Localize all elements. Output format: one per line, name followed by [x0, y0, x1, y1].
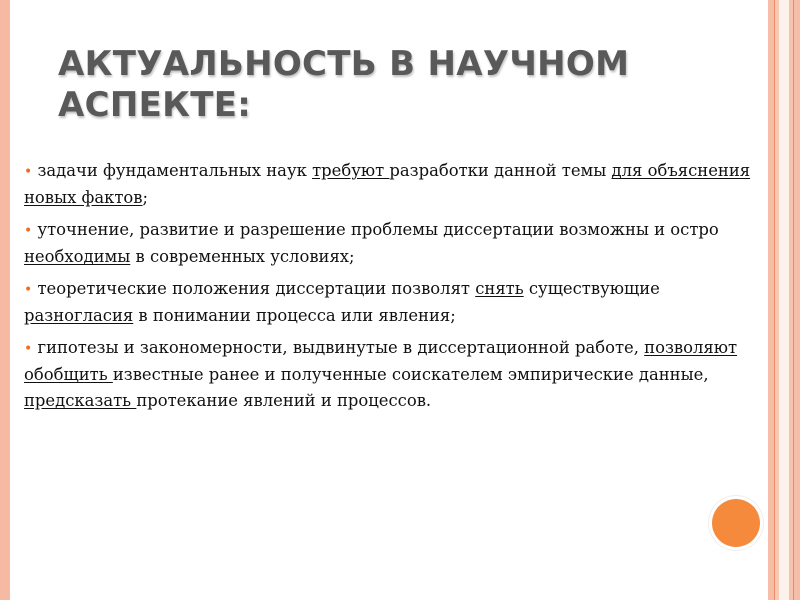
left-border-decoration — [0, 0, 10, 600]
bullet-paragraph — [24, 335, 774, 414]
underlined-text: предсказать — [24, 391, 137, 410]
paragraph-text: теоретические положения диссертации позволят — [32, 279, 476, 298]
paragraph-text: в понимании процесса или явления; — [133, 306, 456, 325]
bullet-paragraph — [24, 217, 774, 270]
paragraph-text: известные ранее и полученные соискателем эмпирические данные, — [112, 365, 709, 384]
underlined-text: требуют — [312, 161, 390, 180]
bullet-icon: • — [24, 341, 33, 357]
bullet-icon: • — [24, 282, 33, 298]
paragraph-text: уточнение, развитие и разрешение проблемы диссертации возможны и остро — [32, 220, 719, 239]
paragraph-text: ; — [142, 188, 149, 207]
paragraph-text: гипотезы и закономерности, выдвинутые в диссертационной работе, — [32, 338, 645, 357]
paragraph-text: существующие — [523, 279, 660, 298]
bullet-paragraph — [24, 158, 774, 211]
slide-body — [24, 158, 774, 414]
underlined-text: позволяют обобщить — [24, 338, 738, 384]
slide-title: АКТУАЛЬНОСТЬ В НАУЧНОМ АСПЕКТЕ: — [58, 44, 630, 125]
paragraph-text: разработки данной темы — [389, 161, 612, 180]
bullet-paragraph — [24, 276, 774, 329]
paragraph-text: в современных условиях; — [130, 247, 355, 266]
underlined-text: снять — [475, 279, 524, 298]
bullet-icon: • — [24, 223, 33, 239]
orange-circle-decoration — [712, 499, 760, 547]
paragraph-text: задачи фундаментальных наук — [32, 161, 313, 180]
bullet-icon: • — [24, 164, 33, 180]
right-stripe-decoration — [794, 0, 800, 600]
underlined-text: для объяснения новых фактов — [24, 161, 751, 207]
paragraph-text: протекание явлений и процессов. — [136, 391, 432, 410]
right-stripe-decoration — [779, 0, 789, 600]
underlined-text: разногласия — [24, 306, 134, 325]
underlined-text: необходимы — [24, 247, 131, 266]
